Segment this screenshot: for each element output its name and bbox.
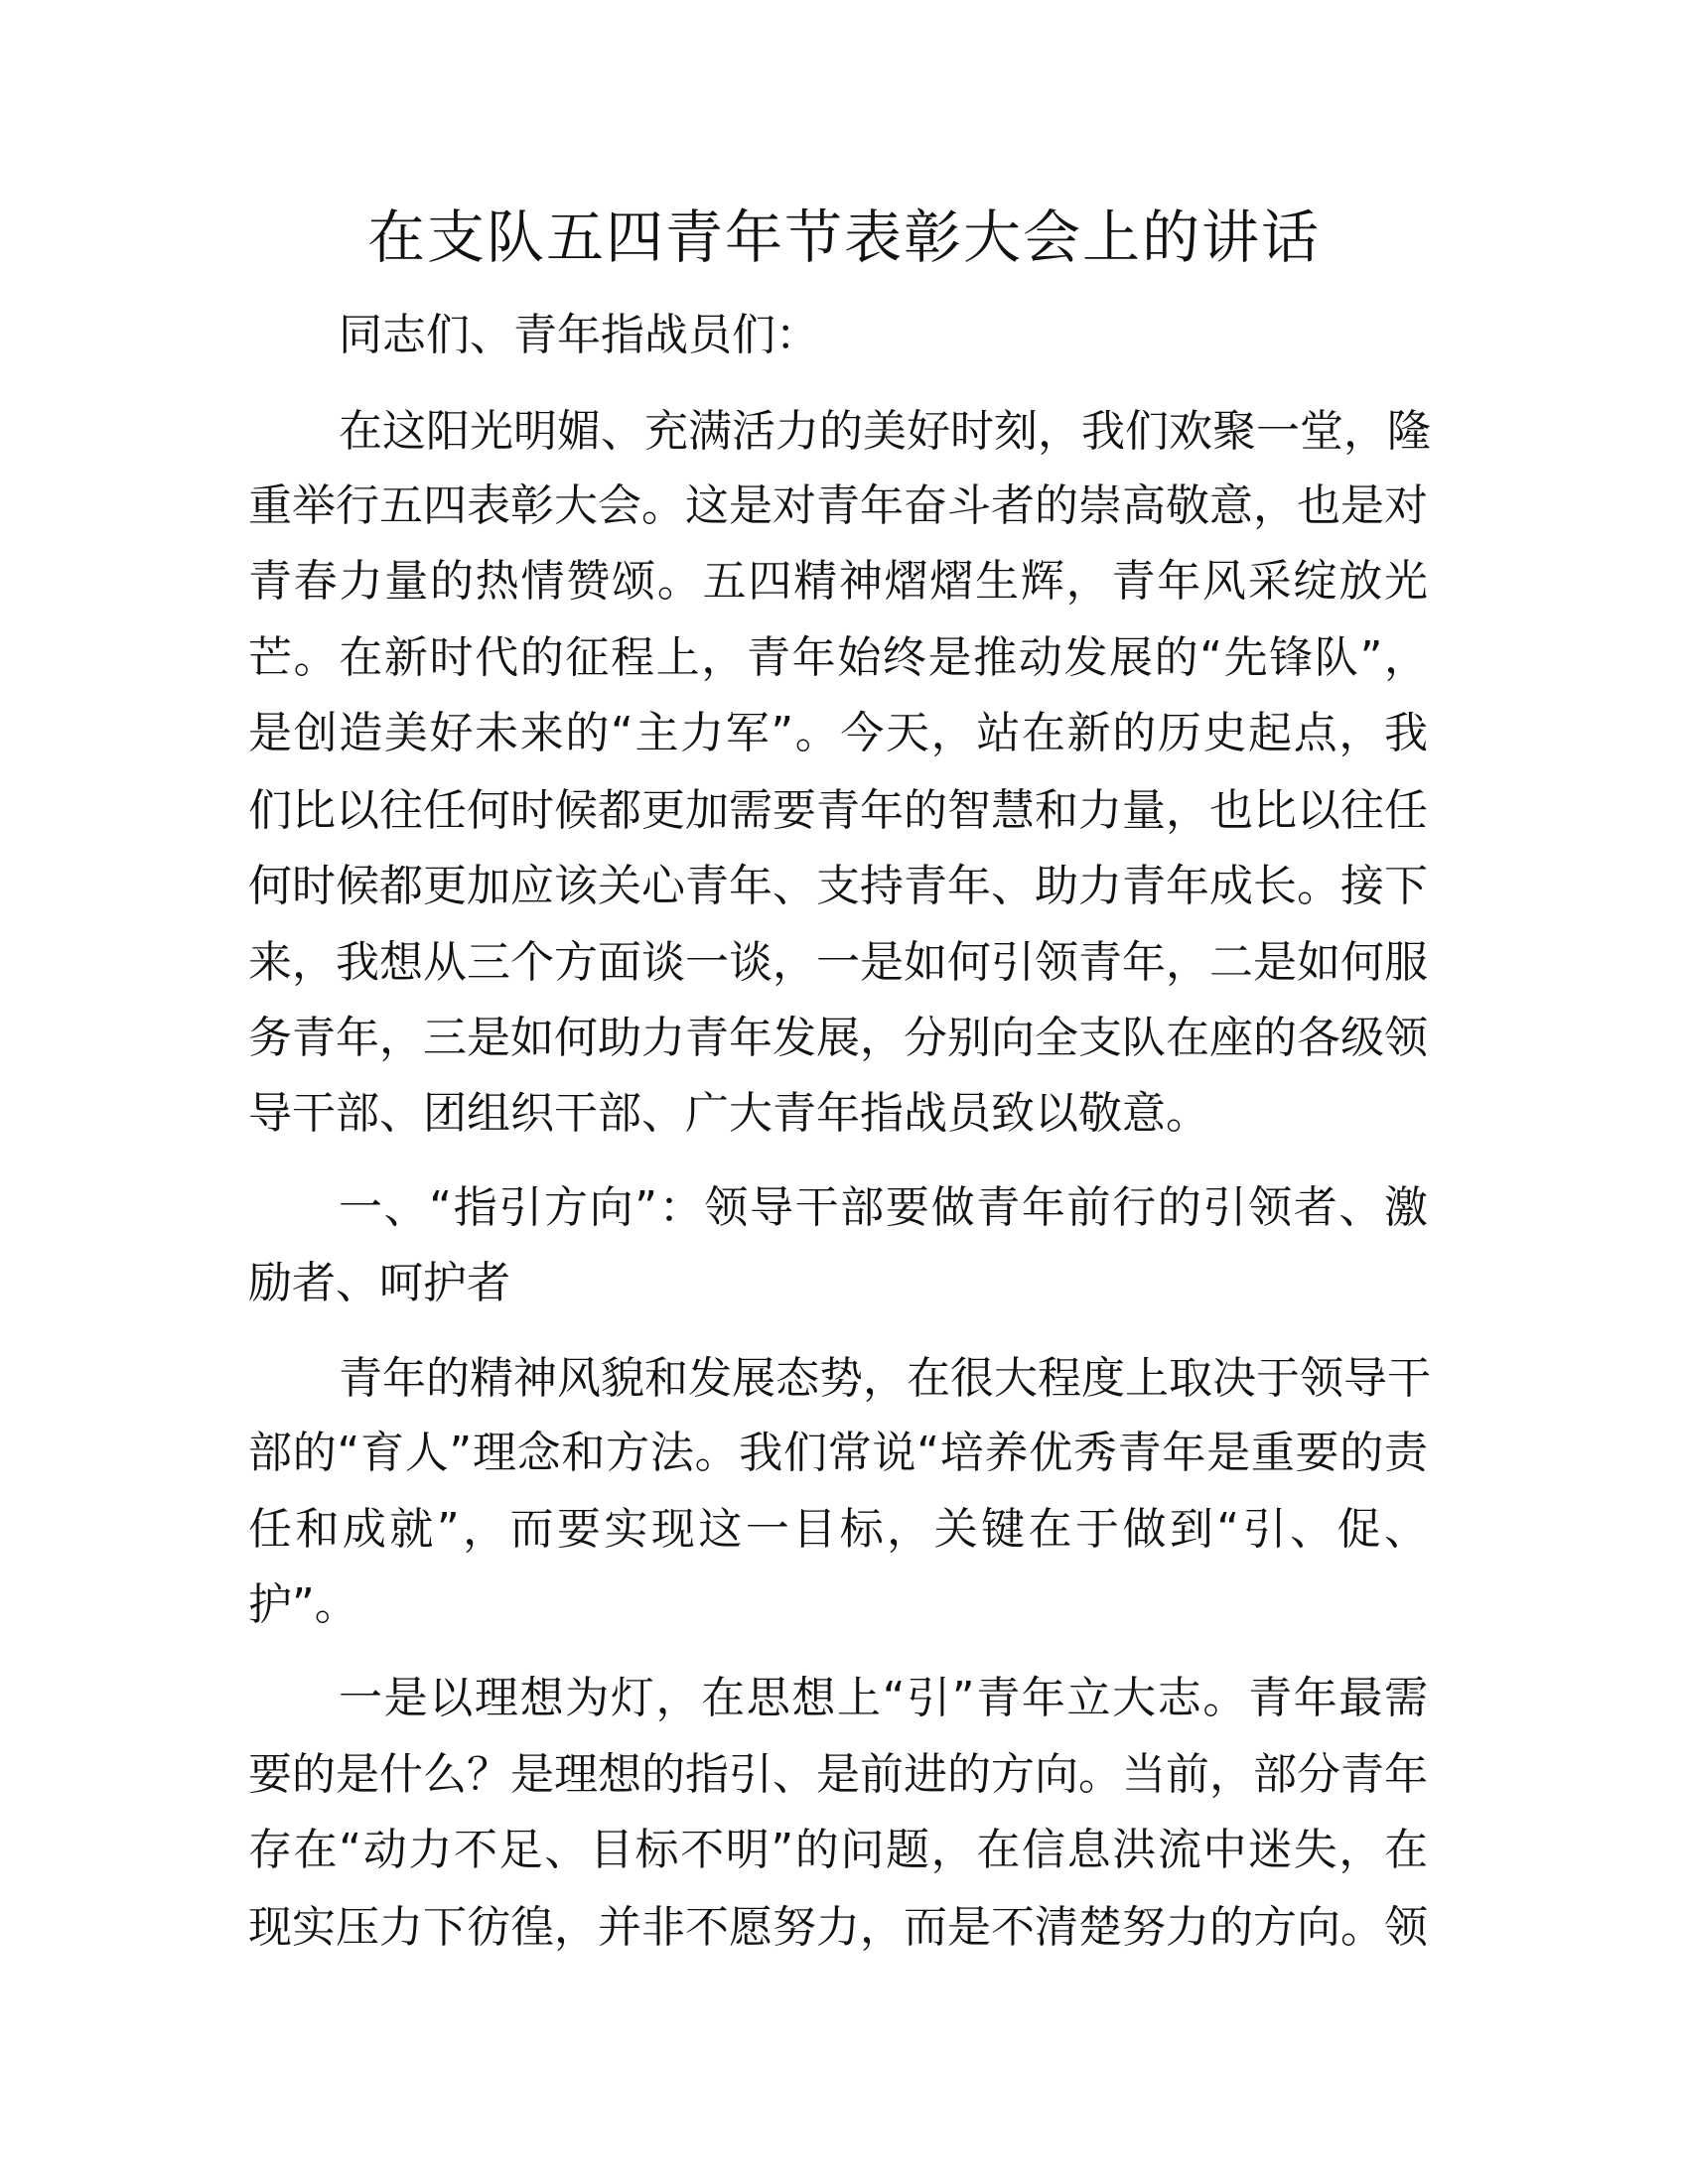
paragraph-line: 在这阳光明媚、充满活力的美好时刻，我们欢聚一堂，隆 bbox=[339, 406, 1431, 457]
paragraph-line: 一是以理想为灯，在思想上“引”青年立大志。青年最需 bbox=[339, 1673, 1428, 1723]
paragraph-line: 是创造美好未来的“主力军”。今天，站在新的历史起点，我 bbox=[248, 708, 1428, 758]
paragraph-line: 们比以往任何时候都更加需要青年的智慧和力量，也比以往任 bbox=[248, 785, 1428, 836]
paragraph-line: 青春力量的热情赞颂。五四精神熠熠生辉，青年风采绽放光 bbox=[248, 556, 1428, 607]
paragraph-line: 现实压力下彷徨，并非不愿努力，而是不清楚努力的方向。领 bbox=[248, 1902, 1428, 1953]
heading-line: 励者、呵护者 bbox=[248, 1258, 510, 1308]
paragraph-line: 护”。 bbox=[248, 1579, 358, 1630]
paragraph-line: 务青年，三是如何助力青年发展，分别向全支队在座的各级领 bbox=[248, 1013, 1428, 1063]
paragraph-line: 何时候都更加应该关心青年、支持青年、助力青年成长。接下 bbox=[248, 861, 1428, 911]
paragraph-line: 存在“动力不足、目标不明”的问题，在信息洪流中迷失，在 bbox=[248, 1825, 1428, 1875]
heading-line: 一、“指引方向”：领导干部要做青年前行的引领者、激 bbox=[339, 1182, 1428, 1233]
paragraph-line: 青年的精神风貌和发展态势，在很大程度上取决于领导干 bbox=[339, 1353, 1431, 1404]
paragraph-line: 要的是什么？是理想的指引、是前进的方向。当前，部分青年 bbox=[248, 1749, 1428, 1800]
paragraph-line: 部的“育人”理念和方法。我们常说“培养优秀青年是重要的责 bbox=[248, 1428, 1428, 1478]
document-title: 在支队五四青年节表彰大会上的讲话 bbox=[366, 204, 1321, 271]
paragraph-line: 来，我想从三个方面谈一谈，一是如何引领青年，二是如何服 bbox=[248, 937, 1428, 988]
paragraph-line: 导干部、团组织干部、广大青年指战员致以敬意。 bbox=[248, 1088, 1209, 1139]
paragraph-line: 重举行五四表彰大会。这是对青年奋斗者的崇高敬意，也是对 bbox=[248, 480, 1428, 531]
paragraph-line: 任和成就”，而要实现这一目标，关键在于做到“引、促、 bbox=[248, 1504, 1428, 1555]
paragraph-line: 芒。在新时代的征程上，青年始终是推动发展的“先锋队”， bbox=[248, 632, 1428, 683]
greeting-line: 同志们、青年指战员们： bbox=[339, 310, 819, 360]
